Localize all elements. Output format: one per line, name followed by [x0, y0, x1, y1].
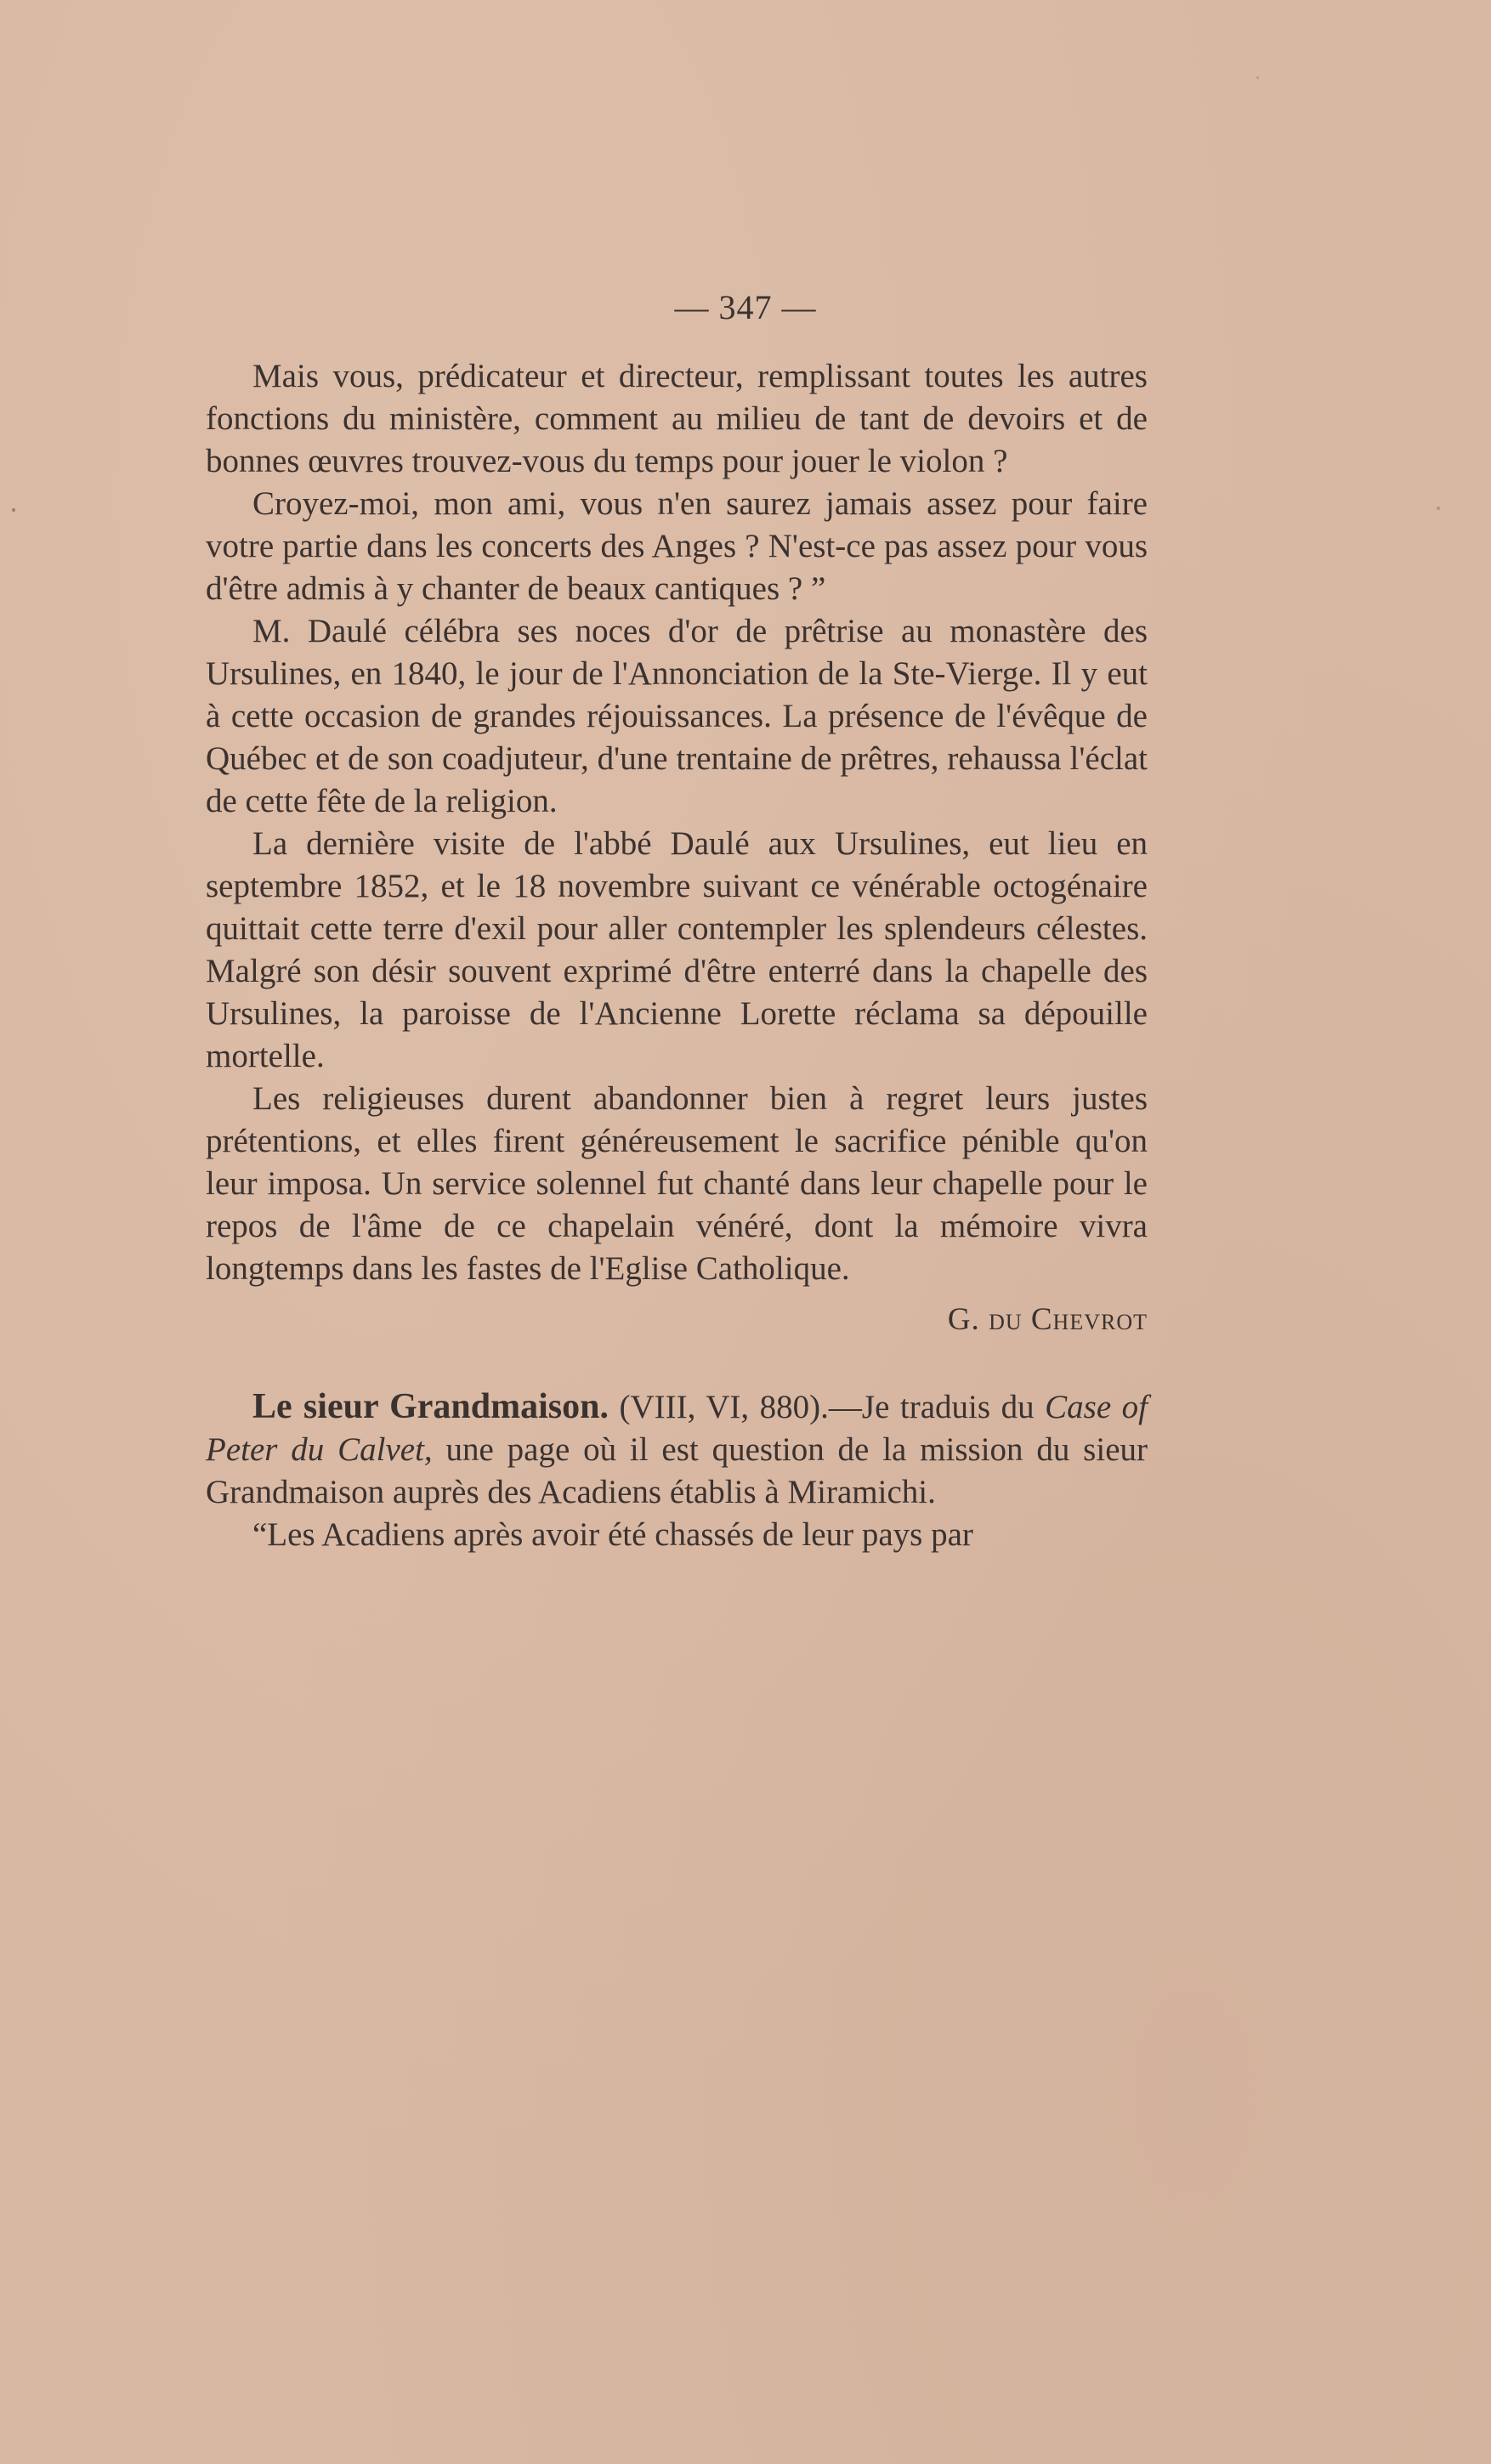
- entry-text: une page où il est question de la mission du sieur Grandmaison auprès des Acadiens établis à Miramichi.: [206, 1431, 1148, 1510]
- body-text: [206, 355, 1148, 1556]
- signature-particle: du: [989, 1302, 1023, 1337]
- section-gap: [206, 1341, 1148, 1385]
- paper-speck: [1437, 507, 1440, 510]
- quote-paragraph: “Les Acadiens après avoir été chassés de leur pays par: [252, 1516, 973, 1553]
- author-signature: [206, 1299, 1148, 1341]
- paper-speck: [12, 508, 15, 512]
- paragraph-4: La dernière visite de l'abbé Daulé aux Ursulines, eut lieu en septembre 1852, et le 18 novembre suivant ce vénérable octogénaire quittait cette terre d'exil pour aller contempler les splendeurs célestes. Malgré son désir souvent exprimé d'être enterré dans la chapelle des Ursulines, la paroisse de l'Ancienne Lorette réclama sa dépouille mortelle.: [206, 825, 1148, 1074]
- page-number: — 347 —: [674, 288, 817, 326]
- paragraph-1: Mais vous, prédicateur et directeur, remplissant toutes les autres fonctions du ministère, comment au milieu de tant de devoirs et de bonnes œuvres trouvez-vous du temps pour jouer le violon ?: [206, 358, 1148, 479]
- paper-speck: [1256, 76, 1259, 79]
- entry-title: Le sieur Grandmaison.: [252, 1387, 609, 1426]
- entry-reference: (VIII, VI, 880).—Je traduis du: [609, 1389, 1046, 1425]
- paragraph-3: M. Daulé célébra ses noces d'or de prêtrise au monastère des Ursulines, en 1840, le jour de l'Annonciation de la Ste-Vierge. Il y eut à cette occasion de grandes réjouissances. La présence de l'évêque de Québec et de son coadjuteur, d'une trentaine de prêtres, rehaussa l'éclat de cette fête de la religion.: [206, 613, 1148, 819]
- signature-initial: G.: [947, 1302, 980, 1337]
- paragraph-5: Les religieuses durent abandonner bien à regret leurs justes prétentions, et elles firent généreusement le sacrifice pénible qu'on leur imposa. Un service solennel fut chanté dans leur chapelle pour le repos de l'âme de ce chapelain vénéré, dont la mémoire vivra longtemps dans les fastes de l'Eglise Catholique.: [206, 1080, 1148, 1287]
- paragraph-2: Croyez-moi, mon ami, vous n'en saurez jamais assez pour faire votre partie dans les concerts des Anges ? N'est-ce pas assez pour vous d'être admis à y chanter de beaux cantiques ? ”: [206, 485, 1148, 607]
- signature-surname: Chevrot: [1030, 1302, 1148, 1337]
- entry-work-title: Case of Peter du Calvet,: [206, 1389, 1148, 1468]
- entry-paragraph: [206, 1385, 1148, 1514]
